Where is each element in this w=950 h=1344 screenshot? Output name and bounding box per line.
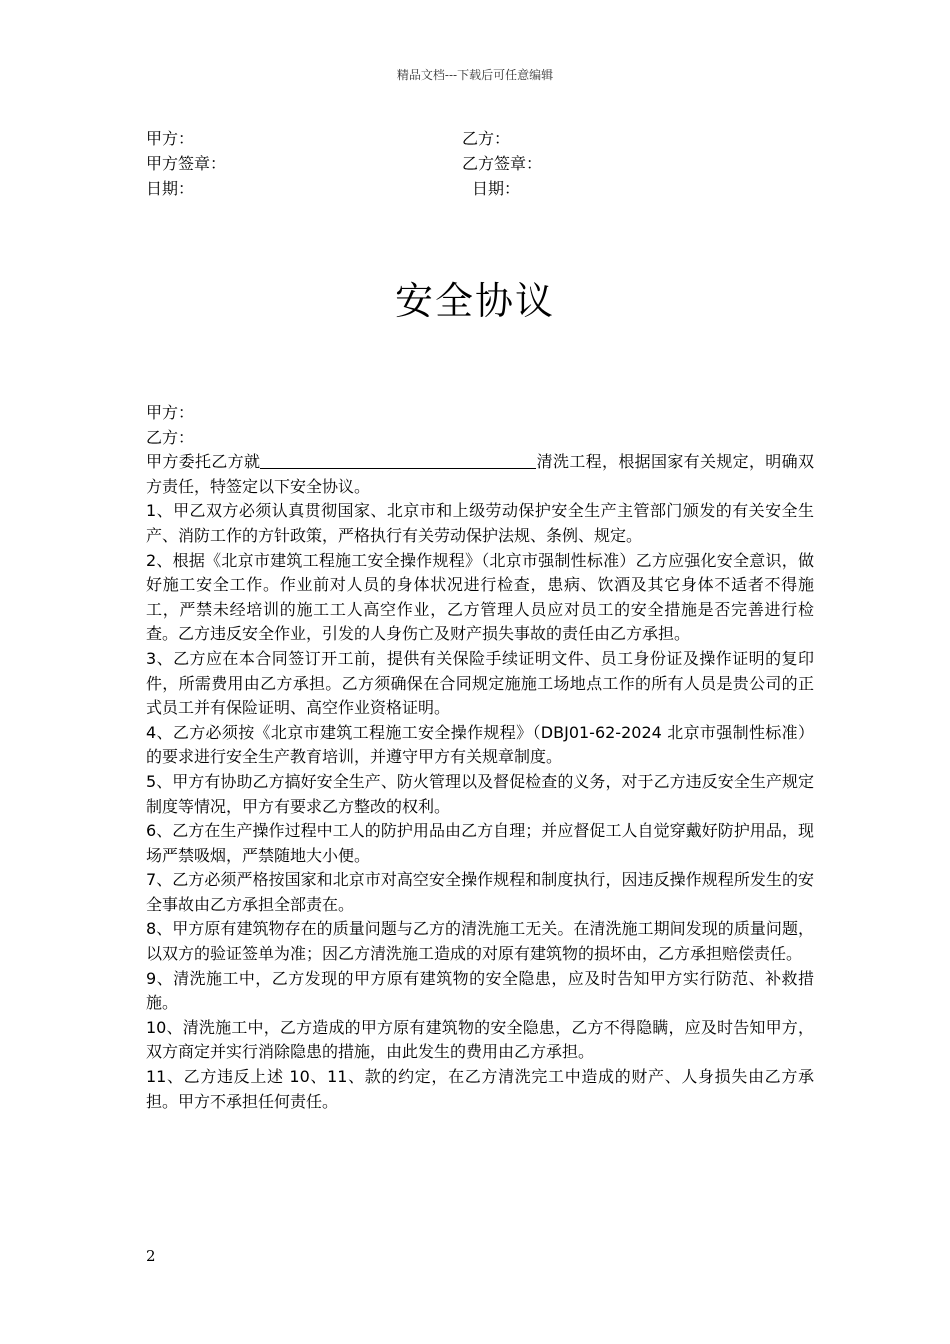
signature-row-party <box>146 126 826 151</box>
clause-9: 9、清洗施工中，乙方发现的甲方原有建筑物的安全隐患，应及时告知甲方实行防范、补救措施。 <box>146 968 814 1013</box>
party-a-line: 甲方： <box>146 403 195 422</box>
clause-5: 5、甲方有协助乙方搞好安全生产、防火管理以及督促检查的义务，对于乙方违反安全生产规定制度等情况，甲方有要求乙方整改的权利。 <box>146 771 814 816</box>
clause-4: 4、乙方必须按《北京市建筑工程施工安全操作规程》（DBJ01-62-2024 北京市强制性标准）的要求进行安全生产教育培训，并遵守甲方有关规章制度。 <box>146 722 814 767</box>
signature-block <box>146 126 826 201</box>
clause-2: 2、根据《北京市建筑工程施工安全操作规程》（北京市强制性标准）乙方应强化安全意识，做好施工安全工作。作业前对人员的身体状况进行检查，患病、饮酒及其它身体不适者不得施工，严禁未经培训的施工工人高空作业，乙方管理人员应对员工的安全措施是否完善进行检查。乙方违反安全作业，引发的人身伤亡及财产损失事故的责任由乙方承担。 <box>146 550 814 644</box>
party-b-label: 乙方： <box>462 129 511 148</box>
signature-row-date <box>146 176 826 201</box>
clause-1: 1、甲乙双方必须认真贯彻国家、北京市和上级劳动保护安全生产主管部门颁发的有关安全生产、消防工作的方针政策，严格执行有关劳动保护法规、条例、规定。 <box>146 501 814 545</box>
signature-row-seal <box>146 151 826 176</box>
clause-7: 7、乙方必须严格按国家和北京市对高空安全操作规程和制度执行，因违反操作规程所发生的安全事故由乙方承担全部责在。 <box>146 870 814 914</box>
intro-before: 甲方委托乙方就 <box>146 452 261 472</box>
header-note: 精品文档---下载后可任意编辑 <box>396 68 554 82</box>
intro-after: 清洗工程，根据国家有关规定，明确双方责任，特签定以下安全协议。 <box>146 452 814 496</box>
intro-paragraph <box>146 450 814 499</box>
date-a-label: 日期： <box>146 179 195 198</box>
clause-11: 11、乙方违反上述 10、11、款的约定，在乙方清洗完工中造成的财产、人身损失由乙方承担。甲方不承担任何责任。 <box>146 1067 814 1111</box>
page-number: 2 <box>146 1247 156 1265</box>
party-a-seal-label: 甲方签章： <box>146 154 227 173</box>
agreement-body <box>146 401 814 1114</box>
party-b-seal-label: 乙方签章： <box>462 154 543 173</box>
document-title: 安全协议 <box>394 279 555 323</box>
clause-10: 10、清洗施工中，乙方造成的甲方原有建筑物的安全隐患，乙方不得隐瞒，应及时告知甲方，双方商定并实行消除隐患的措施，由此发生的费用由乙方承担。 <box>146 1017 814 1062</box>
clause-6: 6、乙方在生产操作过程中工人的防护用品由乙方自理；并应督促工人自觉穿戴好防护用品，现场严禁吸烟，严禁随地大小便。 <box>146 821 814 865</box>
project-name-blank <box>260 450 536 469</box>
party-a-label: 甲方： <box>146 129 195 148</box>
date-b-label: 日期： <box>472 179 521 198</box>
clause-8: 8、甲方原有建筑物存在的质量问题与乙方的清洗施工无关。在清洗施工期间发现的质量问题，以双方的验证签单为准；因乙方清洗施工造成的对原有建筑物的损坏由，乙方承担赔偿责任。 <box>146 919 814 964</box>
party-b-line: 乙方： <box>146 427 195 447</box>
clause-3: 3、乙方应在本合同签订开工前，提供有关保险手续证明文件、员工身份证及操作证明的复印件，所需费用由乙方承担。乙方须确保在合同规定施施工场地点工作的所有人员是贵公司的正式员工并有保险证明、高空作业资格证明。 <box>146 648 814 718</box>
